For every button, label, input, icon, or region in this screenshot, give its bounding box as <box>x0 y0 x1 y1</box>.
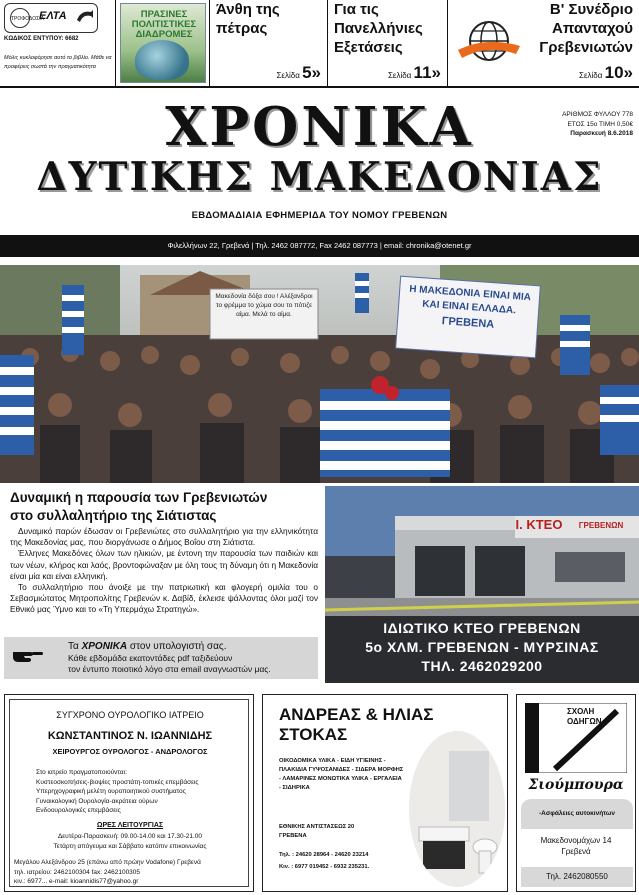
ad-urologist[interactable] <box>4 694 254 892</box>
postal-stamp <box>0 0 116 86</box>
kteo-phone: ΤΗΛ. 2462029200 <box>421 658 543 674</box>
insurance-label: -Ασφάλειες αυτοκινήτων <box>521 799 633 829</box>
bathroom-photo <box>409 731 505 887</box>
teaser-synedrio[interactable] <box>448 0 639 86</box>
hero-photo <box>0 265 639 483</box>
teaser-panellinies[interactable] <box>328 0 448 86</box>
kteo-sign-small: ΓΡΕΒΕΝΩΝ <box>578 521 624 530</box>
book-promo[interactable] <box>116 0 210 86</box>
book-title: ΠΡΑΣΙΝΕΣ ΠΟΛΙΤΙΣΤΙΚΕΣ ΔΙΑΔΡΟΜΕΣ <box>131 9 197 40</box>
lead-paragraph: Έλληνες Μακεδόνες όλων των ηλικιών, με έντονη την παρουσία των παιδιών και των νέων, κλήρος και λαός, βροντοφώναξαν με όλη τους τη δύναμη ότι η Μακεδονία είναι μία και είναι ελληνική. <box>10 548 318 581</box>
clinic-type: ΣΥΓΧΡΟΝΟ ΟΥΡΟΛΟΓΙΚΟ ΙΑΤΡΕΙΟ <box>56 710 204 720</box>
lead-body <box>10 526 318 616</box>
issue-number: ΑΡΙΘΜΟΣ ΦΥΛΛΟΥ 778 <box>562 111 633 118</box>
teaser-title: Β' Συνέδριο Απανταχού Γρεβενιωτών <box>539 1 633 56</box>
clinic-address: Μεγάλου Αλεξάνδρου 25 (επάνω από πρώην Vodafone) Γρεβενά τηλ. ιατρείου: 2462100304 fax: 2462100305 κιν.: 6977... e-mail: kioannidis77@yahoo.gr <box>14 859 201 885</box>
banner-left-text: Μακεδονία δόξα σου ! Αλέξανδροι το φρέμμα το χώμα σου το πότιζε αίμα. Μελά το αίμα. <box>215 293 313 318</box>
lead-paragraph: Δυναμικό παρών έδωσαν οι Γρεβενιώτες στο συλλαλητήριο για την ελληνικότητα της Μακεδονίας μας, που διοργάνωσε ο Δήμος Βοΐου στη Σιάτιστα. <box>10 526 318 548</box>
ad-urologist-frame <box>9 699 249 887</box>
service-item: Ενδοουρολογικές επεμβάσεις <box>36 807 121 814</box>
masthead <box>0 90 639 232</box>
publication-code: ΚΩΔΙΚΟΣ ΕΝΤΥΠΟΥ: 6682 <box>4 36 79 42</box>
ad-stokas[interactable] <box>262 694 508 892</box>
globe-image <box>135 40 189 80</box>
services-list: Στο ιατρείο πραγματοποιούνται: Κυστεοσκοπήσεις-βιοψίες προστάτη-τοπικές επεμβάσεις Υπερηχογραφική μελέτη ουροποιητικού συστήματος Γυναικολογική Ουρολογία-ακράτεια ούρων Ενδοουρολογικές επεμβάσεις <box>36 769 199 814</box>
service-item: Υπερηχογραφική μελέτη ουροποιητικού συστήματος <box>36 788 186 795</box>
kteo-sign: Ι. ΚΤΕΟ <box>515 517 563 532</box>
driving-school-phone: Τηλ. 2462080550 <box>521 867 633 887</box>
masthead-subtitle: ΕΒΔΟΜΑΔΙΑΙΑ ΕΦΗΜΕΡΙΔΑ ΤΟΥ ΝΟΜΟΥ ΓΡΕΒΕΝΩΝ <box>191 210 448 221</box>
hours-title: ΩΡΕΣ ΛΕΙΤΟΥΡΓΙΑΣ <box>96 822 164 829</box>
promo-text: Τα ΧΡΟΝΙΚΑ στον υπολογιστή σας. Κάθε εβδομάδα εκατοντάδες pdf ταξιδεύουν τον έντυπο ποιοτικό λόγο στα email αναγνωστών μας. <box>68 641 271 674</box>
doctor-name: ΚΩΝΣΤΑΝΤΙΝΟΣ Ν. ΙΩΑΝΝΙΔΗΣ <box>47 730 213 742</box>
top-strip <box>0 0 639 88</box>
stokas-address: ΕΘΝΙΚΗΣ ΑΝΤΙΣΤΑΣΕΩΣ 20 ΓΡΕΒΕΝΑ <box>279 824 355 839</box>
lead-article <box>0 486 322 683</box>
stokas-phones: Τηλ. : 24620 28964 - 24620 23214 Κιν. : 6977 019452 - 6932 235231. <box>279 852 370 870</box>
elta-logo: ΕΛΤΑ <box>39 10 67 22</box>
globe-icon <box>456 16 522 66</box>
service-item: Γυναικολογική Ουρολογία-ακράτεια ούρων <box>36 797 158 805</box>
stokas-name: ΑΝΔΡΕΑΣ & ΗΛΙΑΣ ΣΤΟΚΑΣ <box>279 705 434 744</box>
postage-seal: ΤΡΟΦΟΔΟΣΙΑ <box>10 8 30 28</box>
teaser-page-ref: Σελίδα 10» <box>579 63 633 82</box>
logo-text: ΣΧΟΛΗ ΟΔΗΓΩΝ <box>567 707 602 726</box>
book-note: Μόλις κυκλοφόρησε αυτό το βιβλίο. Μάθε να προφέρεις σωστά την πραγματικότητα <box>4 55 112 70</box>
hours: Δευτέρα-Παρασκευή: 09.00-14.00 και 17.30-21.00 Τετάρτη απόγευμα και Σάββατο κατόπιν επικοινωνίας <box>53 833 207 850</box>
driving-school-name: Σιούμπουρα <box>528 777 624 793</box>
lead-paragraph: Το συλλαλητήριο που άνοιξε με την πατριωτική και φλογερή ομιλία του ο Σεβασμιώτατος Μητροπολίτης Γρεβενών κ. Δαβίδ, έκλεισε ψάλλοντας όλοι μαζί τον Εθνικό μας Ύμνο και το «Τη Υπερμάχω Στρατηγώ». <box>10 582 318 615</box>
masthead-title-region: ΔΥΤΙΚΗΣ ΜΑΚΕΔΟΝΙΑΣ <box>36 154 603 200</box>
kteo-title: ΙΔΙΩΤΙΚΟ ΚΤΕΟ ΓΡΕΒΕΝΩΝ <box>383 620 581 636</box>
bottom-ads <box>0 690 639 895</box>
pointing-hand-icon <box>12 645 44 663</box>
ad-driving-school[interactable] <box>516 694 636 892</box>
lead-headline[interactable]: Δυναμική η παρουσία των Γρεβενιωτών στο συλλαλητήριο της Σιάτιστας <box>10 490 268 523</box>
service-item: Κυστεοσκοπήσεις-βιοψίες προστάτη-τοπικές επεμβάσεις <box>36 778 199 786</box>
kteo-address: 5ο ΧΛΜ. ΓΡΕΒΕΝΩΝ - ΜΥΡΣΙΝΑΣ <box>365 639 599 655</box>
book-cover <box>120 3 206 83</box>
issue-price: ΕΤΟΣ 15ο ΤΙΜΗ 0,50€ <box>567 120 633 128</box>
rally-photo <box>0 265 639 483</box>
kteo-advertisement[interactable] <box>325 486 639 683</box>
driving-school-address: Μακεδονομάχων 14 Γρεβενά <box>540 836 612 856</box>
banner-right-text: Η ΜΑΚΕΔΟΝΙΑ ΕΙΝΑΙ ΜΙΑ ΚΑΙ ΕΙΝΑΙ ΕΛΛΑΔΑ. ΓΡΕΒΕΝΑ <box>408 283 532 331</box>
digital-edition-promo[interactable] <box>4 637 318 679</box>
post-horn-icon <box>75 8 95 26</box>
teaser-anthi[interactable] <box>210 0 328 86</box>
masthead-title: ΧΡΟΝΙΚΑ <box>165 96 474 158</box>
teaser-page-ref: Σελίδα 5» <box>276 63 321 82</box>
teaser-title: Για τις Πανελλήνιες Εξετάσεις <box>334 1 423 56</box>
contact-bar: Φιλελλήνων 22, Γρεβενά | Τηλ. 2462 087772, Fax 2462 087773 | email: chronika@otenet.gr <box>0 235 639 257</box>
issue-date: Παρασκευή 8.6.2018 <box>570 130 633 137</box>
teaser-title: Άνθη της πέτρας <box>216 1 280 37</box>
doctor-role: ΧΕΙΡΟΥΡΓΟΣ ΟΥΡΟΛΟΓΟΣ - ΑΝΔΡΟΛΟΓΟΣ <box>52 747 208 756</box>
teaser-page-ref: Σελίδα 11» <box>387 63 441 82</box>
postage-paid-box <box>4 3 98 33</box>
issue-info <box>562 110 633 139</box>
stokas-products: ΟΙΚΟΔΟΜΙΚΑ ΥΛΙΚΑ - ΕΙΔΗ ΥΓΙΕΙΝΗΣ - ΠΛΑΚΙΔΙΑ ΓΥΨΟΣΑΝΙΔΕΣ - ΣΙΔΕΡΑ ΜΟΡΦΗΣ - ΛΑΜΑΡΙΝΕΣ ΜΟΝΩΤΙΚΑ ΥΛΙΚΑ - ΕΡΓΑΛΕΙΑ - ΣΙΔΗΡΙΚΑ <box>279 758 404 791</box>
